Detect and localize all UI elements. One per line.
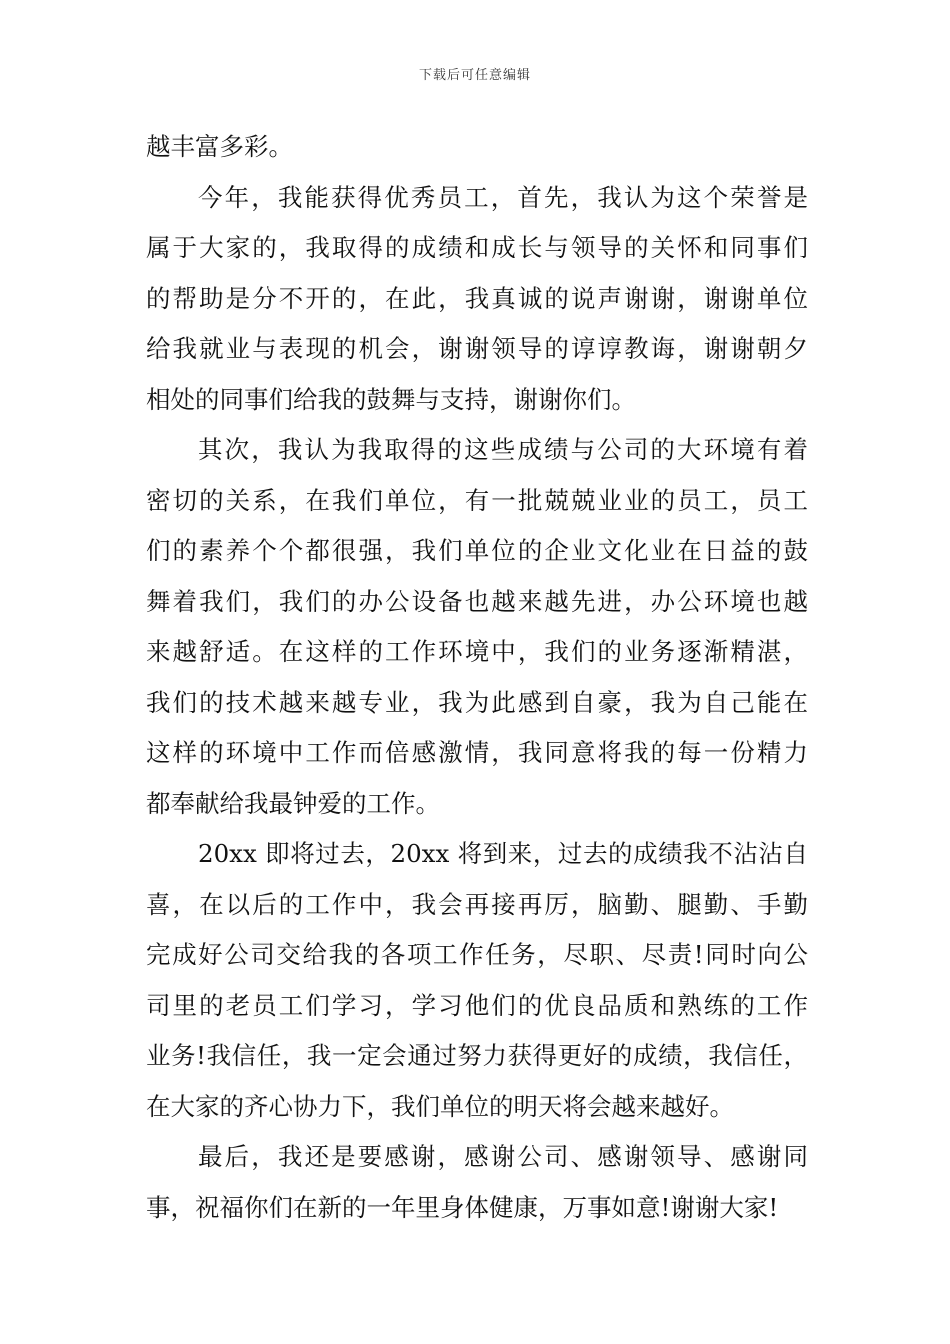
text-line: 司里的老员工们学习，学习他们的优良品质和熟练的工作: [146, 990, 808, 1020]
text-line: 密切的关系，在我们单位，有一批兢兢业业的员工，员工: [146, 485, 808, 515]
page-header: 下载后可任意编辑: [418, 68, 531, 83]
paragraph: [146, 173, 808, 426]
text-line: 这样的环境中工作而倍感激情，我同意将我的每一份精力: [146, 738, 808, 767]
paragraph: [146, 425, 808, 829]
text-line: 的帮助是分不开的，在此，我真诚的说声谢谢，谢谢单位: [146, 283, 808, 313]
text-line: 给我就业与表现的机会，谢谢领导的谆谆教诲，谢谢朝夕: [146, 334, 808, 363]
text-line: 舞着我们，我们的办公设备也越来越先进，办公环境也越: [146, 586, 808, 616]
text-line: 越丰富多彩。: [146, 132, 293, 161]
text-line: 业务!我信任，我一定会通过努力获得更好的成绩，我信任，: [146, 1041, 808, 1070]
text-line: 今年，我能获得优秀员工，首先，我认为这个荣誉是: [198, 182, 808, 212]
text-line: 相处的同事们给我的鼓舞与支持，谢谢你们。: [146, 384, 636, 414]
text-line: 事，祝福你们在新的一年里身体健康，万事如意!谢谢大家!: [146, 1192, 779, 1222]
text-line: 属于大家的，我取得的成绩和成长与领导的关怀和同事们: [146, 233, 808, 262]
paragraph: [146, 122, 808, 173]
text-line: 我们的技术越来越专业，我为此感到自豪，我为自己能在: [146, 687, 808, 717]
text-line: 在大家的齐心协力下，我们单位的明天将会越来越好。: [146, 1091, 734, 1121]
text-line: 们的素养个个都很强，我们单位的企业文化业在日益的鼓: [146, 536, 808, 565]
text-line: 完成好公司交给我的各项工作任务，尽职、尽责!同时向公: [146, 940, 808, 969]
paragraph: [146, 1132, 808, 1233]
document-body: [146, 122, 808, 1233]
text-line: 其次，我认为我取得的这些成绩与公司的大环境有着: [198, 435, 808, 464]
text-line: 喜，在以后的工作中，我会再接再厉，脑勤、腿勤、手勤: [146, 889, 808, 919]
text-line: 都奉献给我最钟爱的工作。: [146, 788, 440, 818]
paragraph: [146, 829, 808, 1132]
text-line: 最后，我还是要感谢，感谢公司、感谢领导、感谢同: [198, 1142, 808, 1171]
text-line: 来越舒适。在这样的工作环境中，我们的业务逐渐精湛，: [146, 637, 808, 666]
text-line: 20xx 即将过去，20xx 将到来，过去的成绩我不沾沾自: [198, 839, 808, 868]
